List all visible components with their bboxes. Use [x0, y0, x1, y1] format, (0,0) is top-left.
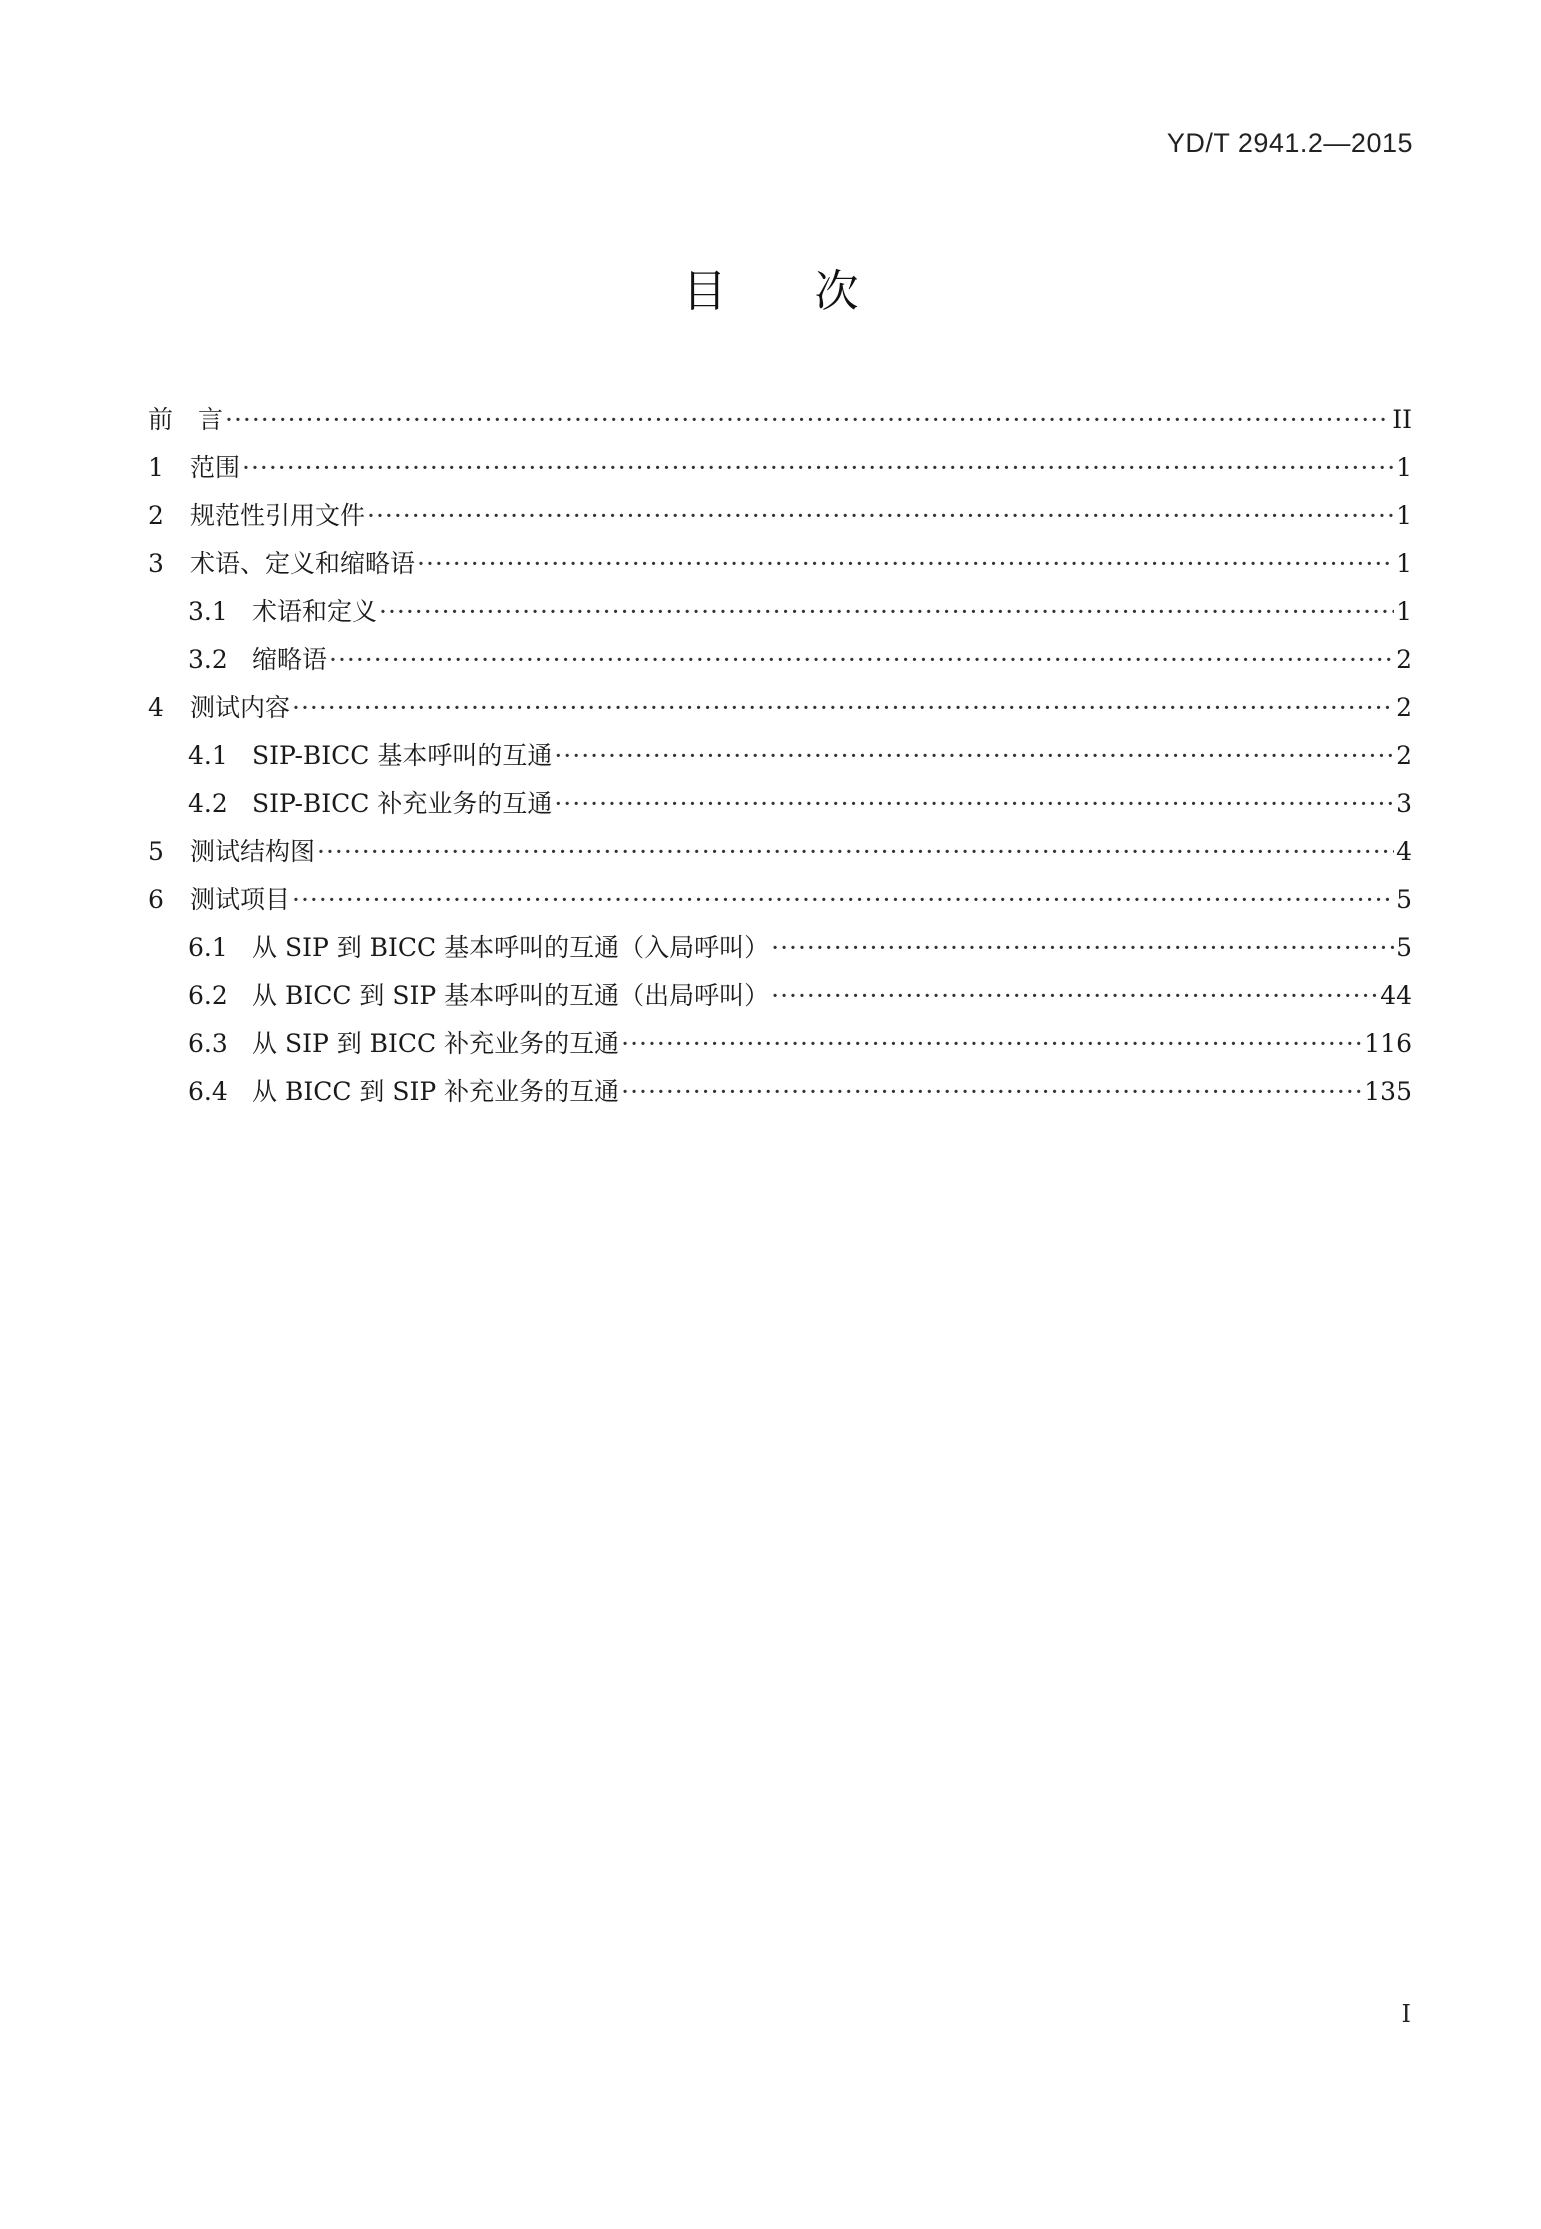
- toc-dot-leader: [225, 396, 1390, 444]
- toc-dot-leader: [292, 684, 1394, 732]
- toc-entry-page: 1: [1396, 453, 1412, 482]
- toc-entry[interactable]: [148, 1068, 1412, 1116]
- toc-entry-page: 4: [1396, 837, 1412, 866]
- toc-entry-title: 从 SIP 到 BICC 基本呼叫的互通（入局呼叫）: [252, 933, 770, 962]
- toc-entry-title: 范围: [190, 453, 241, 482]
- toc-entry-number: 3: [148, 549, 164, 578]
- toc-entry-title: 从 BICC 到 SIP 基本呼叫的互通（出局呼叫）: [252, 981, 770, 1010]
- toc-entry-number: 4: [148, 693, 164, 722]
- toc-dot-leader: [554, 732, 1394, 780]
- toc-entry[interactable]: [148, 732, 1412, 780]
- toc-entry-number: 6.1: [188, 933, 228, 962]
- toc-entry[interactable]: [148, 396, 1412, 444]
- toc-entry[interactable]: [148, 540, 1412, 588]
- toc-entry-number: 6.3: [188, 1029, 228, 1058]
- toc-dot-leader: [621, 1020, 1362, 1068]
- toc-entry-number: 6.4: [188, 1077, 228, 1106]
- toc-entry-page: 1: [1396, 549, 1412, 578]
- toc-entry-page: 3: [1396, 789, 1412, 818]
- toc-entry-number: 1: [148, 453, 164, 482]
- toc-entry-page: 2: [1396, 741, 1412, 770]
- toc-dot-leader: [292, 876, 1394, 924]
- toc-dot-leader: [329, 636, 1394, 684]
- toc-entry-number: 3.1: [188, 597, 228, 626]
- toc-entry-title: SIP-BICC 补充业务的互通: [252, 789, 553, 818]
- toc-entry-number: 3.2: [188, 645, 228, 674]
- toc-entry-title: 规范性引用文件: [190, 501, 366, 530]
- title-part-1: 目: [682, 266, 727, 317]
- title-part-2: 次: [814, 266, 859, 317]
- toc-entry-page: 2: [1396, 693, 1412, 722]
- toc-entry-number: 6: [148, 885, 164, 914]
- toc-entry-title: 测试内容: [190, 693, 291, 722]
- toc-dot-leader: [242, 444, 1394, 492]
- toc-entry-title: 术语、定义和缩略语: [190, 549, 416, 578]
- toc-entry[interactable]: [148, 780, 1412, 828]
- toc-entry-number: 2: [148, 501, 164, 530]
- toc-dot-leader: [554, 780, 1394, 828]
- toc-entry[interactable]: [148, 684, 1412, 732]
- toc-entry-number: 4.2: [188, 789, 228, 818]
- toc-entry[interactable]: [148, 444, 1412, 492]
- toc-dot-leader: [379, 588, 1394, 636]
- toc-entry-title: SIP-BICC 基本呼叫的互通: [252, 741, 553, 770]
- toc-entry-page: 1: [1396, 597, 1412, 626]
- toc-entry-page: II: [1392, 405, 1412, 434]
- toc-entry[interactable]: [148, 876, 1412, 924]
- toc-entry[interactable]: [148, 636, 1412, 684]
- page-title: [0, 255, 1541, 319]
- toc-entry-number: 4.1: [188, 741, 228, 770]
- toc-entry-title: 从 BICC 到 SIP 补充业务的互通: [252, 1077, 620, 1106]
- document-code: YD/T 2941.2—2015: [1166, 128, 1413, 158]
- page-number: I: [1401, 2000, 1411, 2028]
- toc-entry-page: 44: [1380, 981, 1412, 1010]
- toc-entry-title: 测试结构图: [190, 837, 316, 866]
- toc-entry[interactable]: [148, 492, 1412, 540]
- table-of-contents: [148, 396, 1412, 1116]
- toc-entry-title: 术语和定义: [252, 597, 378, 626]
- toc-dot-leader: [367, 492, 1394, 540]
- toc-entry-number: 6.2: [188, 981, 228, 1010]
- toc-entry-title: 前 言: [148, 405, 224, 434]
- toc-dot-leader: [417, 540, 1394, 588]
- toc-entry-page: 2: [1396, 645, 1412, 674]
- toc-entry[interactable]: [148, 1020, 1412, 1068]
- toc-entry-page: 1: [1396, 501, 1412, 530]
- toc-entry-page: 116: [1364, 1029, 1412, 1058]
- toc-entry[interactable]: [148, 924, 1412, 972]
- toc-entry-title: 测试项目: [190, 885, 291, 914]
- toc-entry[interactable]: [148, 588, 1412, 636]
- toc-entry-page: 135: [1364, 1077, 1412, 1106]
- toc-dot-leader: [621, 1068, 1362, 1116]
- toc-entry[interactable]: [148, 972, 1412, 1020]
- toc-dot-leader: [317, 828, 1394, 876]
- toc-entry-page: 5: [1396, 885, 1412, 914]
- toc-entry-page: 5: [1396, 933, 1412, 962]
- toc-dot-leader: [771, 972, 1378, 1020]
- toc-entry[interactable]: [148, 828, 1412, 876]
- toc-entry-title: 从 SIP 到 BICC 补充业务的互通: [252, 1029, 620, 1058]
- toc-dot-leader: [771, 924, 1394, 972]
- toc-entry-number: 5: [148, 837, 164, 866]
- toc-entry-title: 缩略语: [252, 645, 328, 674]
